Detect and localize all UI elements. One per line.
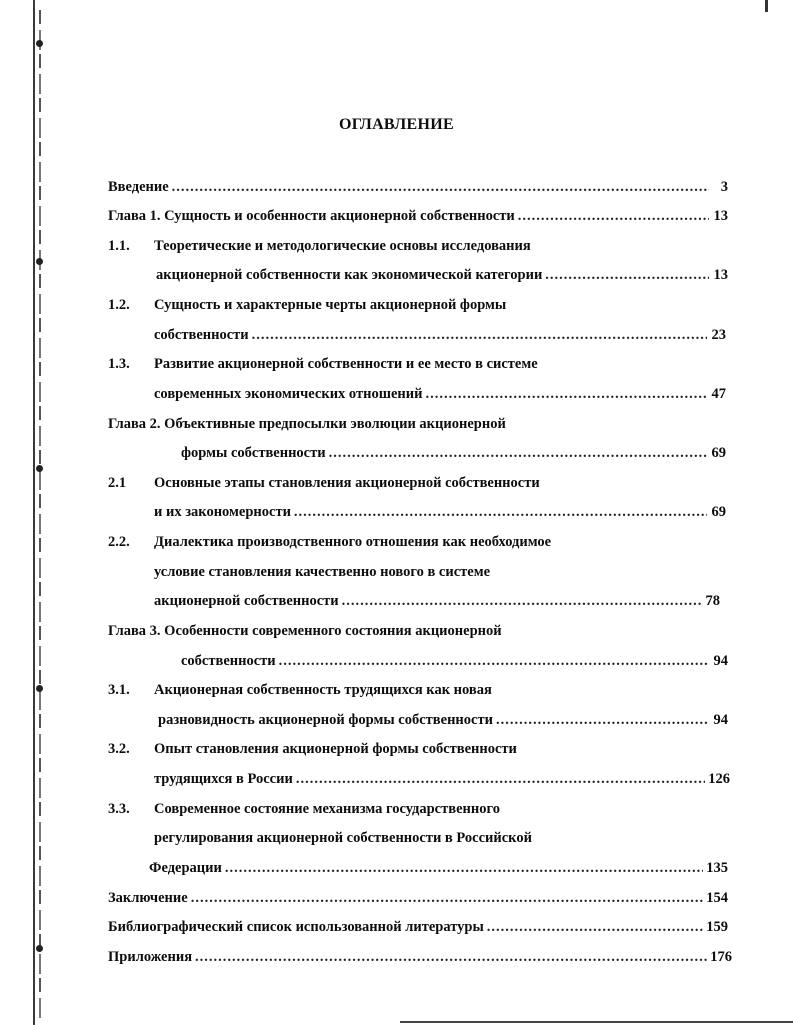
- scan-corner-mark: [765, 0, 768, 12]
- leader-dots: [172, 176, 709, 198]
- toc-entry-text: регулирования акционерной собственности в Российской: [154, 830, 532, 846]
- toc-page-number: 126: [708, 771, 730, 787]
- toc-entry-3-1-cont[interactable]: [158, 709, 728, 731]
- binding-hole: [36, 465, 43, 472]
- binding-edge: [30, 0, 46, 1025]
- toc-page-number: 13: [713, 267, 728, 283]
- leader-dots: [191, 887, 704, 909]
- toc-entry-1-3[interactable]: [108, 353, 728, 375]
- toc-entry-3-1[interactable]: [108, 679, 728, 701]
- toc-page-number: 47: [711, 386, 726, 402]
- binding-hole: [36, 685, 43, 692]
- toc-entry-text: акционерной собственности как экономической категории: [156, 267, 543, 283]
- scan-bottom-rule: [400, 1021, 793, 1023]
- toc-entry-bibliography[interactable]: [108, 916, 728, 938]
- section-number: 1.2.: [108, 297, 130, 313]
- leader-dots: [425, 383, 707, 405]
- toc-entry-2-2-cont[interactable]: [154, 561, 726, 583]
- toc-entry-3-3-cont[interactable]: [154, 827, 728, 849]
- toc-entry-text: Акционерная собственность трудящихся как новая: [154, 682, 492, 698]
- toc-entry-text: Основные этапы становления акционерной собственности: [154, 475, 540, 491]
- section-number: 3.2.: [108, 741, 130, 757]
- toc-entry-1-1[interactable]: [108, 235, 728, 257]
- toc-entry-1-3-cont[interactable]: [154, 383, 726, 405]
- toc-entry-text: и их закономерности: [154, 504, 291, 520]
- toc-page-number: 94: [713, 653, 728, 669]
- leader-dots: [195, 946, 707, 968]
- page-title: ОГЛАВЛЕНИЕ: [339, 116, 454, 133]
- leader-dots: [225, 857, 703, 879]
- toc-page-number: 69: [711, 504, 726, 520]
- section-number: 1.3.: [108, 356, 130, 372]
- section-number: 3.3.: [108, 801, 130, 817]
- section-number: 1.1.: [108, 238, 130, 254]
- toc-page-number: 159: [706, 919, 728, 935]
- toc-entry-text: Теоретические и методологические основы исследования: [154, 238, 531, 254]
- leader-dots: [279, 650, 709, 672]
- leader-dots: [518, 205, 709, 227]
- leader-dots: [342, 590, 701, 612]
- toc-entry-text: акционерной собственности: [154, 593, 339, 609]
- toc-entry-2-2[interactable]: [108, 531, 728, 553]
- toc-entry-text: Опыт становления акционерной формы собственности: [154, 741, 517, 757]
- toc-entry-3-3-cont2[interactable]: [149, 857, 728, 879]
- toc-entry-text: трудящихся в России: [154, 771, 293, 787]
- toc-entry-2-1-cont[interactable]: [154, 501, 726, 523]
- section-number: 3.1.: [108, 682, 130, 698]
- toc-entry-3-2[interactable]: [108, 738, 728, 760]
- toc-entry-text: формы собственности: [181, 445, 326, 461]
- leader-dots: [487, 916, 703, 938]
- leader-dots: [296, 768, 705, 790]
- toc-entry-chapter-2[interactable]: [108, 413, 728, 435]
- toc-entry-text: Глава 2. Объективные предпосылки эволюции акционерной: [108, 416, 506, 432]
- leader-dots: [252, 324, 707, 346]
- toc-page-number: 78: [705, 593, 720, 609]
- toc-page-number: 23: [711, 327, 726, 343]
- leader-dots: [496, 709, 709, 731]
- toc-entry-text: собственности: [181, 653, 276, 669]
- toc-entry-1-2[interactable]: [108, 294, 728, 316]
- toc-entry-conclusion[interactable]: [108, 887, 728, 909]
- toc-entry-text: Диалектика производственного отношения как необходимое: [154, 534, 552, 550]
- toc-entry-3-2-cont[interactable]: [154, 768, 730, 790]
- binding-hole: [36, 40, 43, 47]
- toc-entry-chapter-1[interactable]: [108, 205, 728, 227]
- toc-entry-text: Развитие акционерной собственности и ее место в системе: [154, 356, 538, 372]
- toc-entry-chapter-3[interactable]: [108, 620, 728, 642]
- leader-dots: [294, 501, 707, 523]
- toc-entry-3-3[interactable]: [108, 798, 728, 820]
- toc-page-number: 69: [711, 445, 726, 461]
- toc-entry-text: современных экономических отношений: [154, 386, 423, 402]
- toc-entry-text: Сущность и характерные черты акционерной формы: [154, 297, 507, 313]
- toc-entry-text: Современное состояние механизма государственного: [154, 801, 500, 817]
- toc-page-number: 154: [706, 890, 728, 906]
- toc-entry-text: Библиографический список использованной литературы: [108, 919, 484, 935]
- toc-entry-text: Введение: [108, 179, 169, 195]
- toc-entry-2-2-cont2[interactable]: [154, 590, 720, 612]
- toc-page-number: 135: [706, 860, 728, 876]
- binding-hole: [36, 945, 43, 952]
- binding-hole: [36, 258, 43, 265]
- toc-entry-text: собственности: [154, 327, 249, 343]
- toc-entry-appendix[interactable]: [108, 946, 732, 968]
- toc-entry-1-2-cont[interactable]: [154, 324, 726, 346]
- toc-page-number: 94: [713, 712, 728, 728]
- toc-entry-text: разновидность акционерной формы собственности: [158, 712, 493, 728]
- toc-page-number: 3: [720, 179, 728, 195]
- binding-rule: [33, 0, 35, 1025]
- toc-entry-text: Заключение: [108, 890, 188, 906]
- toc-entry-text: Глава 3. Особенности современного состояния акционерной: [108, 623, 502, 639]
- leader-dots: [545, 264, 709, 286]
- toc-entry-2-1[interactable]: [108, 472, 728, 494]
- section-number: 2.1: [108, 475, 127, 491]
- leader-dots: [329, 442, 707, 464]
- toc-page-number: 13: [713, 208, 728, 224]
- toc-entry-intro[interactable]: [108, 176, 728, 198]
- toc-entry-chapter-3-cont[interactable]: [181, 650, 728, 672]
- toc-entry-text: Глава 1. Сущность и особенности акционерной собственности: [108, 208, 515, 224]
- toc-entry-chapter-2-cont[interactable]: [181, 442, 726, 464]
- toc-entry-text: Федерации: [149, 860, 222, 876]
- binding-rule-secondary: [39, 10, 41, 1020]
- toc-page-number: 176: [710, 949, 732, 965]
- toc-entry-1-1-cont[interactable]: [156, 264, 728, 286]
- toc-entry-text: Приложения: [108, 949, 193, 965]
- section-number: 2.2.: [108, 534, 130, 550]
- toc-entry-text: условие становления качественно нового в системе: [154, 564, 491, 580]
